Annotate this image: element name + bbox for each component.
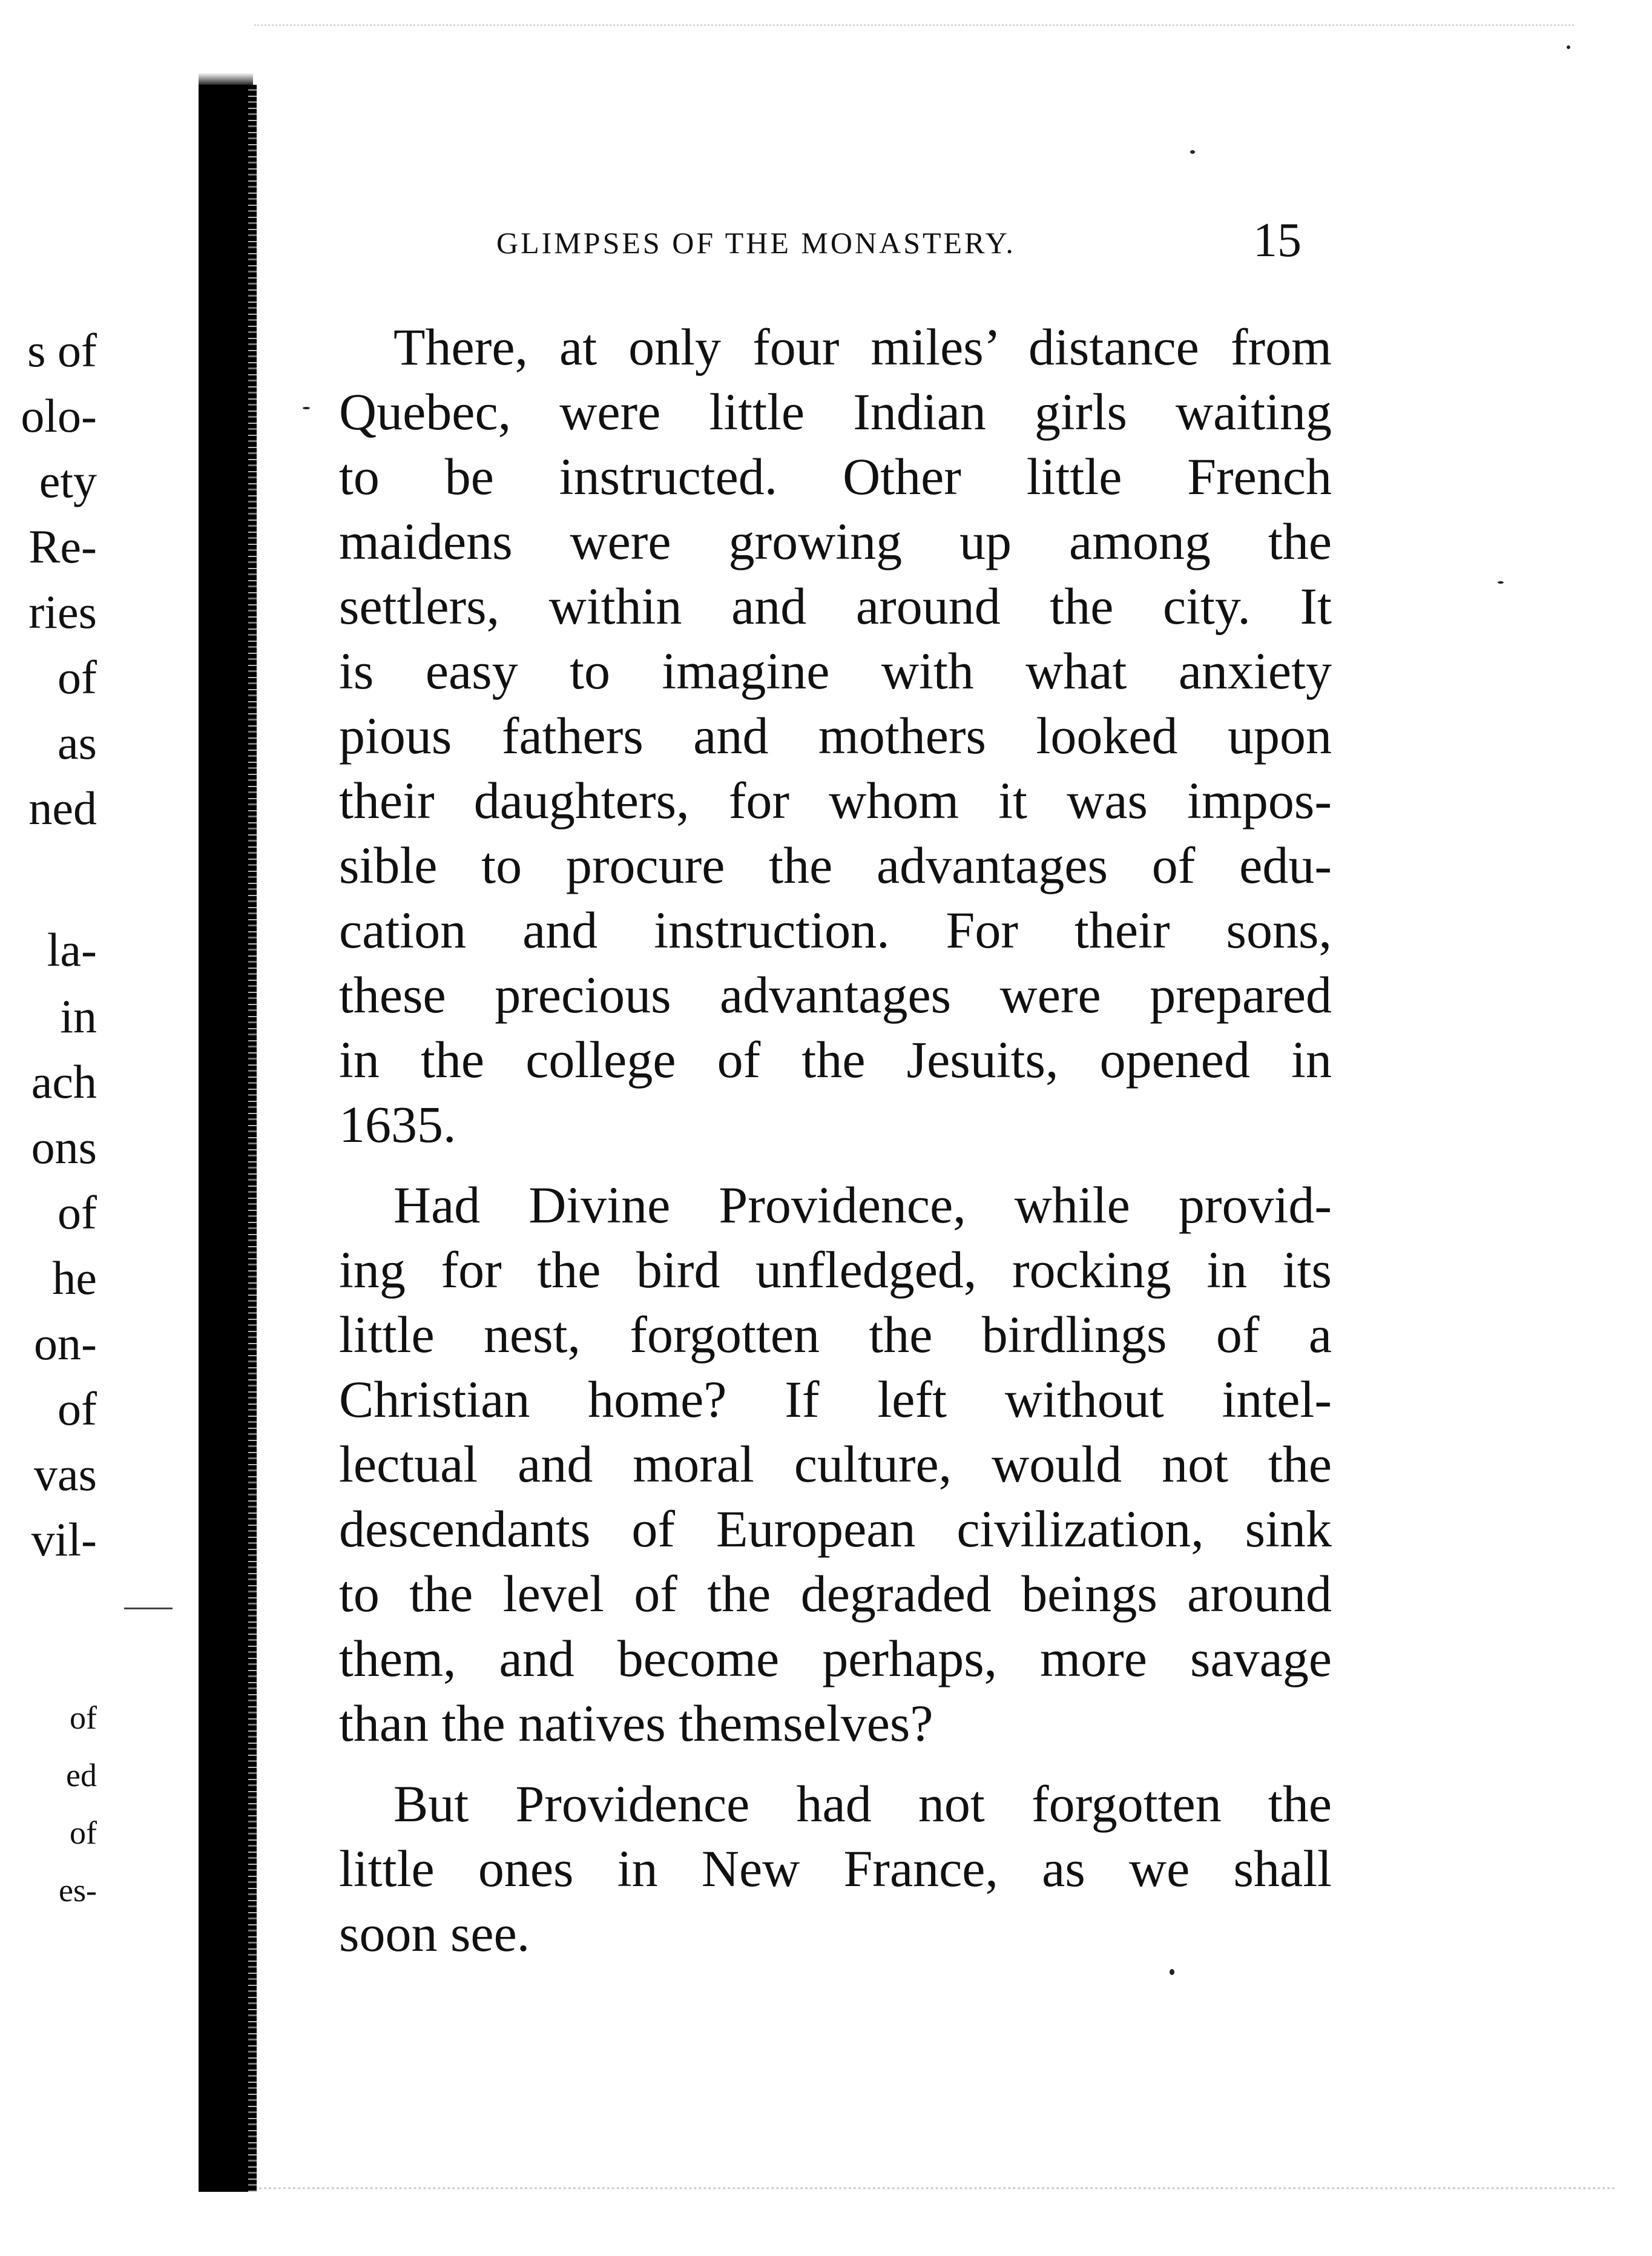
facing-line: of	[58, 1186, 97, 1239]
text-line: pious fathers and mothers looked upon	[339, 707, 1332, 765]
facing-line: Re-	[28, 520, 97, 573]
text-line: little ones in New France, as we shall	[339, 1839, 1332, 1898]
facing-line: ned	[28, 782, 97, 834]
paragraph-3	[339, 1772, 1332, 1966]
facing-line: s of	[27, 324, 97, 377]
facing-line: ety	[39, 455, 97, 507]
text-line: But Providence had not forgotten the	[393, 1775, 1332, 1833]
text-line: to be instructed. Other little French	[339, 447, 1332, 506]
text-line: maidens were growing up among the	[339, 512, 1332, 570]
scan-speck	[303, 407, 310, 409]
scan-speck	[1170, 1969, 1174, 1975]
facing-line: he	[52, 1252, 97, 1304]
text-line: ing for the bird unfledged, rocking in its	[339, 1241, 1332, 1299]
text-line: to the level of the degraded beings around	[339, 1565, 1332, 1623]
text-line: lectual and moral culture, would not the	[339, 1435, 1332, 1493]
facing-line: olo-	[21, 389, 97, 442]
text-line: 1635.	[339, 1095, 456, 1153]
text-line: little nest, forgotten the birdlings of a	[339, 1305, 1332, 1364]
text-line: descendants of European civilization, sink	[339, 1500, 1332, 1558]
facing-line: ries	[28, 585, 97, 638]
facing-line: of	[58, 651, 97, 704]
running-head: GLIMPSES OF THE MONASTERY.	[496, 226, 1016, 260]
body-text	[339, 315, 1332, 1982]
text-line: them, and become perhaps, more savage	[339, 1629, 1332, 1687]
facing-page-fragments	[0, 0, 97, 2256]
text-line: settlers, within and around the city. It	[339, 577, 1332, 635]
scan-edge-top	[254, 24, 1574, 28]
scan-speck	[1190, 150, 1195, 154]
text-line: than the natives themselves?	[339, 1694, 933, 1752]
facing-line: as	[58, 716, 97, 769]
binding-gutter-edge	[248, 85, 257, 2192]
facing-line: of	[70, 1815, 97, 1851]
facing-line: vas	[34, 1448, 97, 1500]
facing-line: of	[70, 1700, 97, 1736]
text-line: their daughters, for whom it was impos-	[339, 771, 1332, 830]
facing-line: ons	[31, 1121, 97, 1173]
text-line: soon see.	[339, 1904, 530, 1962]
scan-edge-bottom	[254, 2187, 1616, 2192]
text-line: is easy to imagine with what anxiety	[339, 642, 1332, 700]
facing-line: la-	[47, 923, 97, 976]
facing-line: of	[58, 1382, 97, 1435]
paragraph-2	[339, 1173, 1332, 1756]
facing-page-rule	[124, 1608, 173, 1609]
facing-line: ach	[31, 1055, 97, 1108]
text-line: cation and instruction. For their sons,	[339, 901, 1332, 959]
facing-line: vil-	[31, 1513, 97, 1566]
text-line: Christian home? If left without intel-	[339, 1370, 1332, 1428]
facing-line: es-	[59, 1872, 97, 1908]
text-line: in the college of the Jesuits, opened in	[339, 1031, 1332, 1089]
text-line: Had Divine Providence, while provid-	[393, 1176, 1332, 1234]
scan-speck	[1567, 45, 1570, 49]
text-line: sible to procure the advantages of edu-	[339, 836, 1332, 894]
text-line: There, at only four miles’ distance from	[393, 318, 1332, 376]
scan-speck	[1498, 581, 1504, 584]
facing-line: in	[60, 990, 97, 1043]
binding-gutter-shadow	[199, 85, 252, 2192]
page-number: 15	[1253, 214, 1302, 267]
facing-line: ed	[66, 1757, 97, 1793]
paragraph-1	[339, 315, 1332, 1157]
text-line: Quebec, were little Indian girls waiting	[339, 383, 1332, 441]
text-line: these precious advantages were prepared	[339, 966, 1332, 1024]
facing-line: on-	[34, 1317, 97, 1370]
